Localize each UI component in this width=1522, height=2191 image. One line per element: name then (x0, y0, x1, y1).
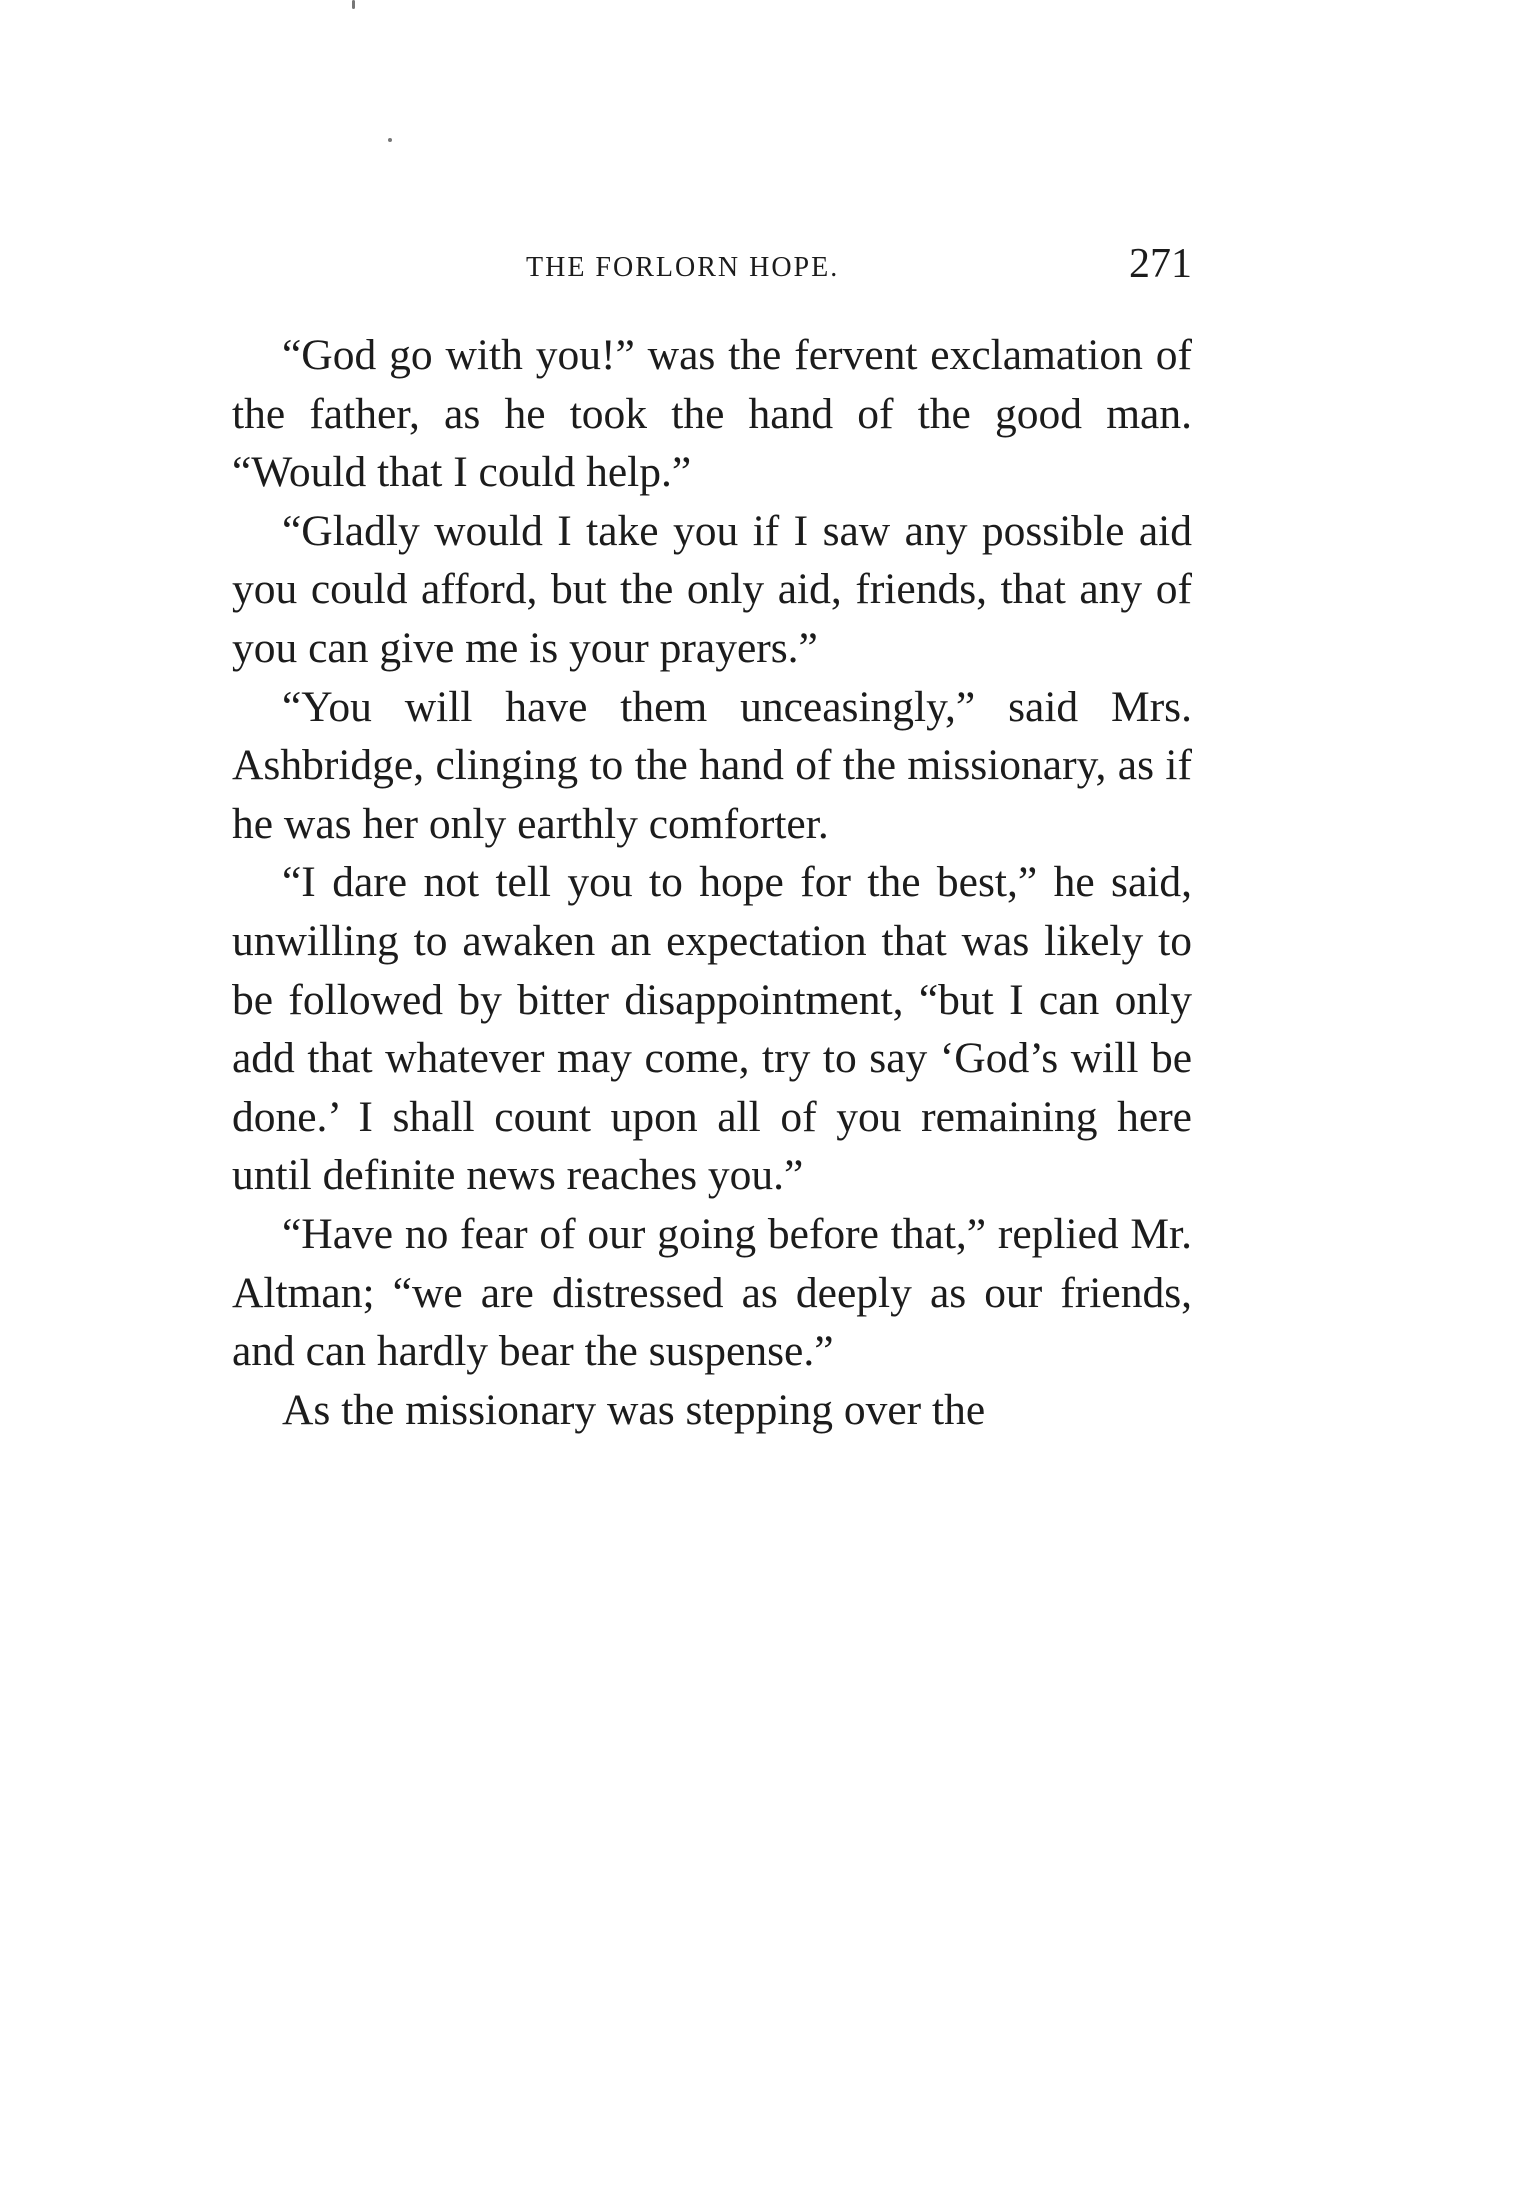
body-text (232, 326, 1192, 1439)
paragraph: “God go with you!” was the fervent exclamation of the father, as he took the hand of the good man. “Would that I could help.” (232, 331, 1192, 497)
paragraph: As the missionary was stepping over the (282, 1385, 986, 1434)
running-title: THE FORLORN HOPE. (526, 252, 840, 283)
page-number: 271 (1129, 241, 1192, 287)
paragraph: “I dare not tell you to hope for the best,” he said, unwilling to awaken an expectation that was likely to be followed by bitter disappointment, “but I can only add that whatever may come, try to say ‘God’s will be done.’ I shall count upon all of you remaining here until definite news reaches you.” (232, 858, 1192, 1200)
running-head (232, 240, 1192, 300)
paragraph: “Have no fear of our going before that,” replied Mr. Altman; “we are distressed as deeply as our friends, and can hardly bear the suspense.” (232, 1209, 1192, 1376)
paragraph: “You will have them unceasingly,” said Mrs. Ashbridge, clinging to the hand of the missionary, as if he was her only earthly comforter. (232, 682, 1192, 848)
ink-speck (388, 138, 392, 142)
paragraph: “Gladly would I take you if I saw any possible aid you could afford, but the only aid, friends, that any of you can give me is your prayers.” (232, 506, 1192, 672)
ink-speck (352, 0, 355, 9)
